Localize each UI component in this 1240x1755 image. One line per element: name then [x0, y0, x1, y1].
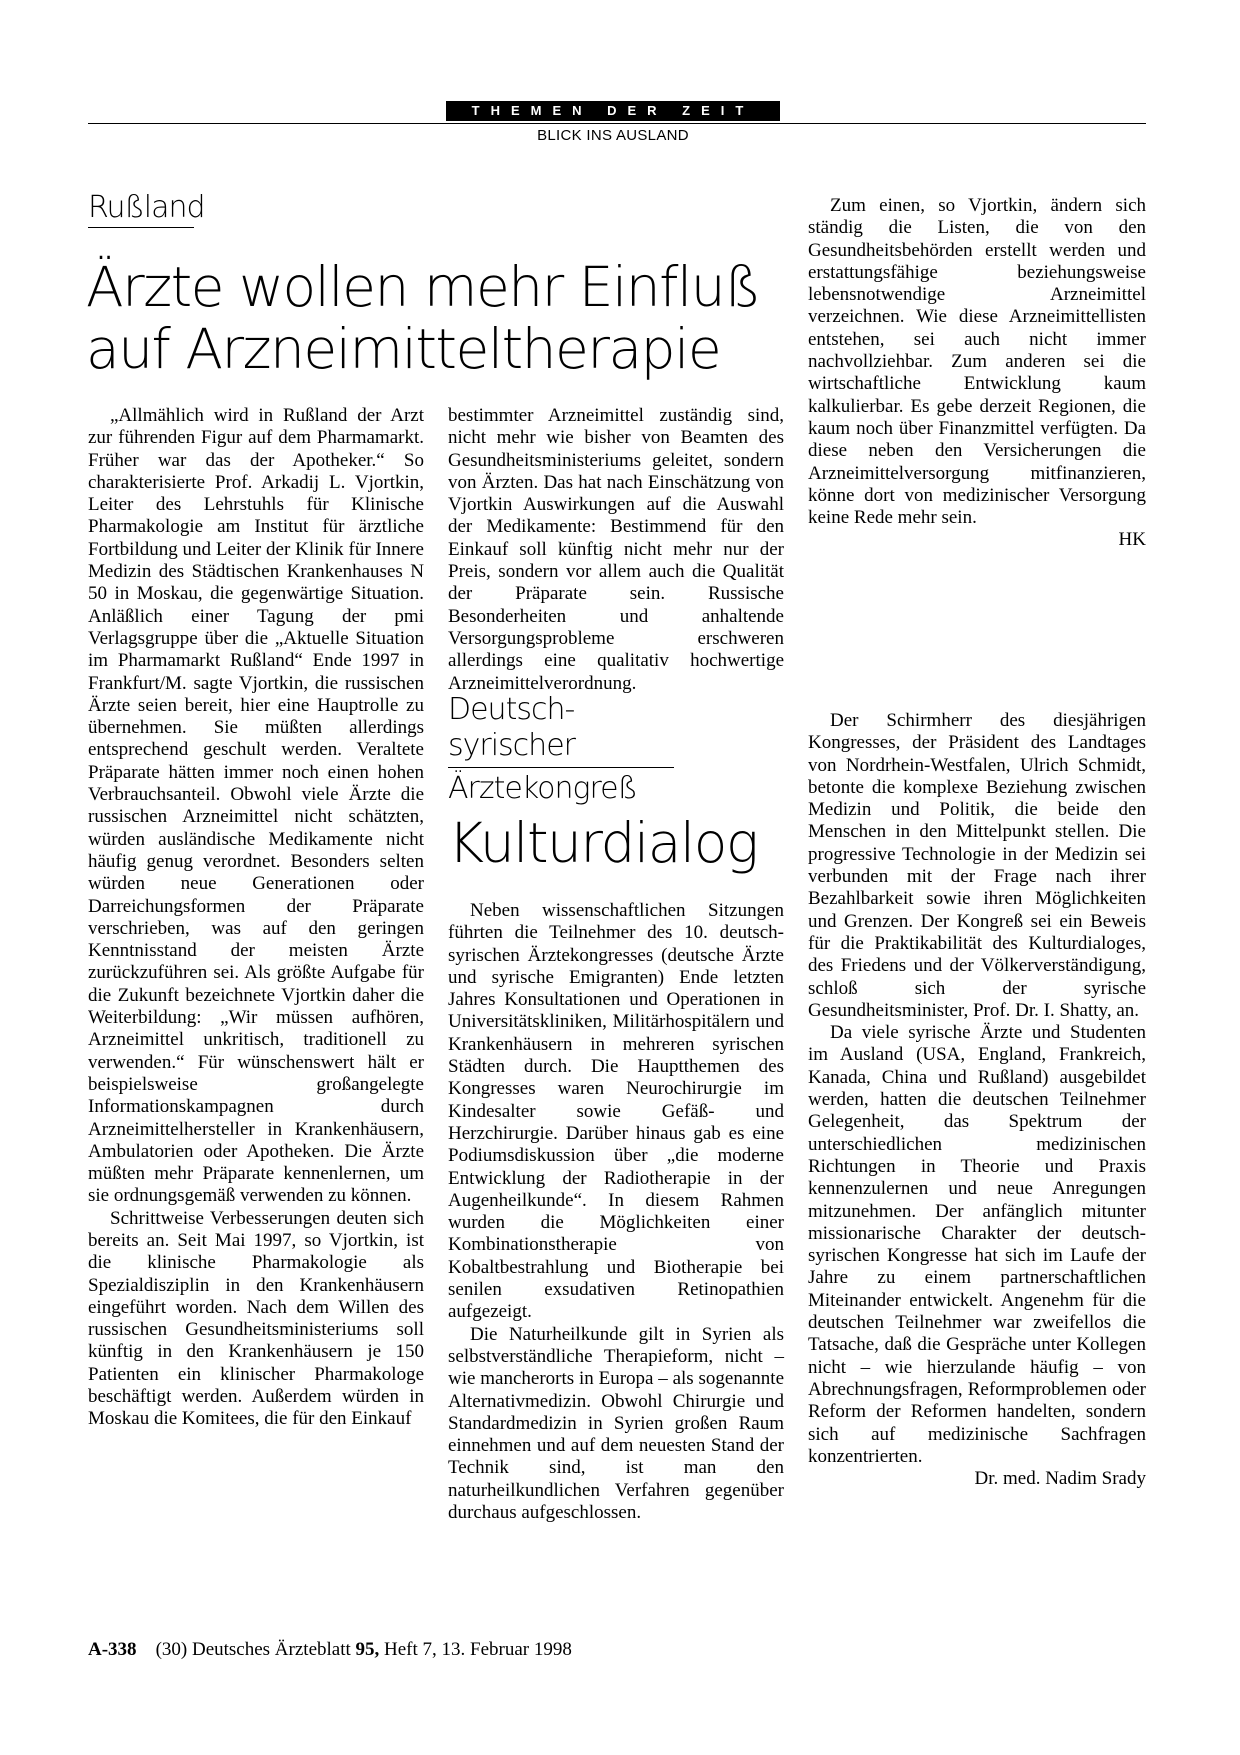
volume-number: 95, [355, 1639, 380, 1660]
journal-name: (30) Deutsches Ärzteblatt [155, 1639, 351, 1660]
article2-paragraph: Der Schirmherr des diesjährigen Kongresses, der Präsident des Landtages von Nordrhein-Westfalen, Ulrich Schmidt, betonte die komplexe Beziehung zwischen Medizin und Politik, die beide den Menschen in den Mittelpunkt stellen. Die progressive Technologie in der Medizin sei verbunden mit der Frage nach ihrer Bezahlbarkeit sowie ihren Möglichkeiten und Grenzen. Der Kongreß sei ein Beweis für die Praktikabilität des Kulturdialoges, des Friedens und der Völkerverständigung, schloß sich der syrische Gesundheitsminister, Prof. Dr. I. Shatty, an. [808, 710, 1146, 1021]
article2-kicker-line1: Deutsch-syrischer [448, 692, 674, 768]
subsection-label: BLICK INS AUSLAND [537, 127, 689, 144]
article1-column1 [88, 405, 424, 1431]
article1-paragraph: „Allmählich wird in Rußland der Arzt zur führenden Figur auf dem Pharmamarkt. Früher war das der Apotheker.“ So charakterisierte Prof. Arkadij L. Vjortkin, Leiter des Lehrstuhls für Klinische Pharmakologie am Institut für ärztliche Fortbildung und Leiter der Klinik für Innere Medizin des Städtischen Krankenhauses N 50 in Moskau, die gegenwärtige Situation. Anläßlich einer Tagung der pmi Verlagsgruppe über die „Aktuelle Situation im Pharmamarkt Rußland“ Ende 1997 in Frankfurt/M. sagte Vjortkin, die russischen Ärzte seien bereit, hier eine Hauptrolle zu übernehmen. Sie müßten allerdings entsprechend geschult werden. Veraltete Präparate hätten immer noch einen hohen Verbrauchsanteil. Obwohl viele Ärzte die russischen Arzneimittel nicht schätzten, würden ausländische Medikamente nicht häufig genug verordnet. Besonders selten würden neue Generationen oder Darreichungsformen der Präparate verschrieben, was auf den geringen Kenntnisstand der meisten Ärzte zurückzuführen sei. Als größte Aufgabe für die Zukunft bezeichnete Vjortkin daher die Weiterbildung: „Wir müssen aufhören, Arzneimittel unkritisch, traditionell zu verwenden.“ Für wünschenswert hält er beispielsweise großangelegte Informationskampagnen durch Arzneimittelhersteller in Krankenhäusern, Ambulatorien oder Apotheken. Die Ärzte müßten mehr Präparate kennenlernen, um sie ordnungsgemäß verwenden zu können. [88, 405, 424, 1207]
article1-paragraph: Schrittweise Verbesserungen deuten sich bereits an. Seit Mai 1997, so Vjortkin, ist die klinische Pharmakologie als Spezialdisziplin in den Krankenhäusern eingeführt worden. Nach dem Willen des russischen Gesundheitsministeriums soll künftig in den Krankenhäusern je 150 Patienten ein klinischer Pharmakologe beschäftigt werden. Außerdem würden in Moskau die Komitees, die für den Einkauf [88, 1207, 424, 1430]
article2-kicker [448, 692, 674, 808]
article2-column3 [808, 710, 1146, 1490]
article1-column3 [808, 195, 1146, 552]
article2-paragraph: Neben wissenschaftlichen Sitzungen führten die Teilnehmer des 10. deutsch-syrischen Ärztekongresses (deutsche Ärzte und syrische Emigranten) Ende letzten Jahres Konsultationen und Operationen in Universitätskliniken, Militärhospitälern und Krankenhäusern in mehreren syrischen Städten durch. Die Hauptthemen des Kongresses waren Neurochirurgie im Kindesalter sowie Gefäß- und Herzchirurgie. Darüber hinaus gab es eine Podiumsdiskussion über „die moderne Entwicklung der Radiotherapie in der Augenheilkunde“. In diesem Rahmen wurden die Möglichkeiten einer Kombinationstherapie von Kobaltbestrahlung und Biotherapie bei senilen exsudativen Retinopathien aufgezeigt. [448, 900, 784, 1323]
article1-column2 [448, 405, 784, 695]
article2-kicker-line2: Ärztekongreß [448, 771, 637, 806]
header-rule [88, 123, 1146, 124]
page-number: A-338 [88, 1639, 137, 1660]
issue-date: Heft 7, 13. Februar 1998 [384, 1639, 572, 1660]
article1-paragraph: bestimmter Arzneimittel zuständig sind, nicht mehr wie bisher von Beamten des Gesundheitsministeriums geleitet, sondern von Ärzten. Das hat nach Einschätzung von Vjortkin Auswirkungen auf die Auswahl der Medikamente: Bestimmend für den Einkauf soll künftig nicht mehr nur der Preis, sondern vor allem auch die Qualität der Präparate sein. Russische Besonderheiten und anhaltende Versorgungsprobleme erschweren allerdings eine qualitativ hochwertige Arzneimittelverordnung. [448, 405, 784, 694]
article1-paragraph: Zum einen, so Vjortkin, ändern sich ständig die Listen, die von den Gesundheitsbehörden erstellt werden und erstattungsfähige beziehungsweise lebensnotwendige Arzneimittel verzeichnen. Wie diese Arzneimittellisten entstehen, sei auch nicht immer nachvollziehbar. Zum anderen sei die wirtschaftliche Entwicklung kaum kalkulierbar. Es gebe derzeit Regionen, die kaum noch über Finanzmittel verfügten. Da diese neben den Versicherungen die Arzneimittelversorgung mitfinanzieren, könne dort von medizinischer Versorgung keine Rede mehr sein. [808, 195, 1146, 529]
article2-headline: Kulturdialog [448, 811, 758, 875]
section-banner: THEMEN DER ZEIT [446, 101, 780, 121]
article2-author: Dr. med. Nadim Srady [974, 1468, 1146, 1490]
article2-paragraph: Die Naturheilkunde gilt in Syrien als selbstverständliche Therapieform, nicht – wie mancherorts in Europa – als sogenannte Alternativmedizin. Obwohl Chirurgie und Standardmedizin in Syrien großen Raum einnehmen und auf dem neuesten Stand der Technik sind, ist man den naturheilkundlichen Verfahren gegenüber durchaus aufgeschlossen. [448, 1323, 784, 1524]
article1-headline-line1: Ärzte wollen mehr Einfluß [86, 255, 760, 319]
article1-headline-line2: auf Arzneimitteltherapie [86, 317, 721, 381]
article1-headline [86, 256, 766, 380]
article2-paragraph: Da viele syrische Ärzte und Studenten im Ausland (USA, England, Frankreich, Kanada, China und Rußland) ausgebildet werden, hatten die deutschen Teilnehmer Gelegenheit, das Spektrum der unterschiedlichen medizinischen Richtungen in Theorie und Praxis kennenzulernen und neue Anregungen mitzunehmen. Der anfänglich mitunter missionarische Charakter der deutsch-syrischen Kongresse hat sich im Laufe der Jahre zu einem partnerschaftlichen Miteinander entwickelt. Angenehm für die deutschen Teilnehmer war zweifellos die Tatsache, daß die Gespräche unter Kollegen nicht – wie hierzulande häufig – von Abrechnungsfragen, Reformproblemen oder Reform der Reformen handelten, sondern sich auf medizinische Sachfragen konzentrierten. [808, 1022, 1146, 1467]
page-footer [88, 1639, 572, 1661]
article1-author: HK [1118, 529, 1146, 551]
article2-column2 [448, 900, 784, 1524]
article1-kicker: Rußland [88, 190, 194, 228]
